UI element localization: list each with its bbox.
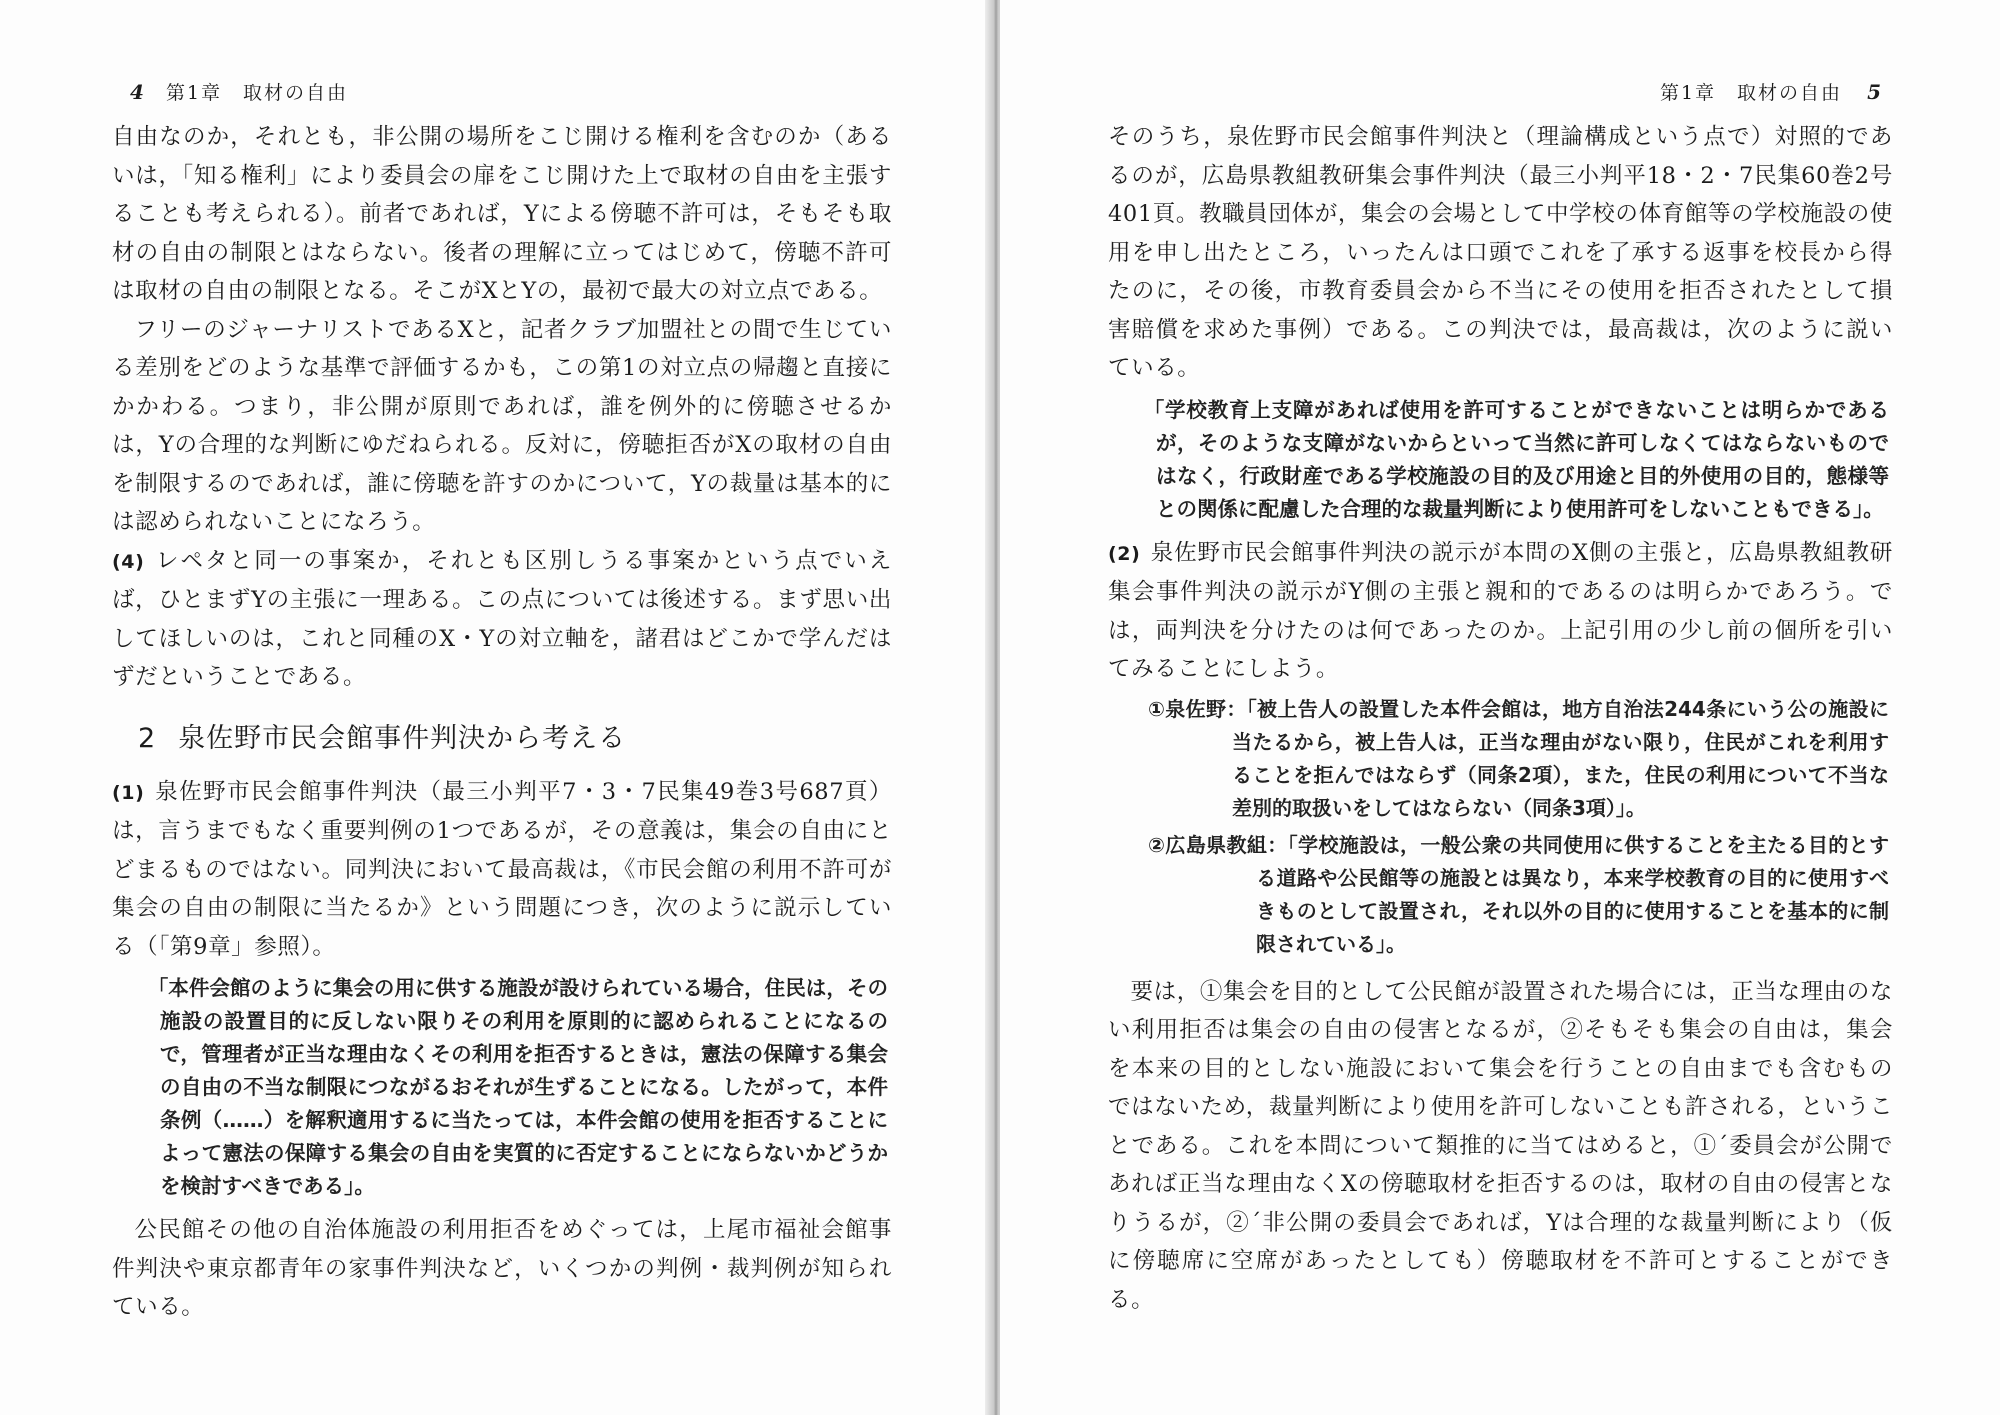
paragraph-text: 泉佐野市民会館事件判決の説示が本問のX側の主張と，広島県教組教研集会事件判決の説示がY側の主張と親和的であるのは明らかであろう。では，両判決を分けたのは何であったのか。上記引用の少し前の個所を引いてみることにしよう。	[1108, 539, 1893, 682]
citation-text: 「学校施設は，一般公衆の共同使用に供することを主たる目的とする道路や公民館等の施設とは異なり，本来学校教育の目的に使用すべきものとして設置され，それ以外の目的に使用することを基本的に制限されている」。	[1256, 832, 1889, 956]
left-page	[0, 0, 992, 1415]
citation-izumisano	[1148, 693, 1889, 825]
page-number-left: 4	[130, 80, 145, 104]
paragraph-text: レペタと同一の事案か，それとも区別しうる事案かという点でいえば，ひとまずYの主張に一理ある。この点については後述する。まず思い出してほしいのは，これと同種のX・Yの対立軸を，諸君はどこかで学んだはずだということである。	[112, 547, 892, 690]
section-heading	[138, 719, 892, 759]
right-page	[1000, 0, 2000, 1415]
citation-hiroshima	[1148, 829, 1889, 961]
paragraph: 公民館その他の自治体施設の利用拒否をめぐっては，上尾市福祉会館事件判決や東京都青年の家事件判決など，いくつかの判例・裁判例が知られている。	[112, 1217, 892, 1320]
right-page-body	[1108, 118, 1893, 1319]
section-title: 泉佐野市民会館事件判決から考える	[178, 722, 627, 754]
section-number: 2	[138, 722, 157, 754]
court-quotation: 「学校教育上支障があれば使用を許可することができないことは明らかであるが，そのような支障がないからといって当然に許可しなくてはならないものではなく，行政財産である学校施設の目的及び用途と目的外使用の目的，態様等との関係に配慮した合理的な裁量判断により使用許可をしないこともできる」。	[1143, 397, 1889, 521]
paragraph-number: (2)	[1108, 542, 1141, 565]
paragraph: 要は，①集会を目的として公民館が設置された場合には，正当な理由のない利用拒否は集会の自由の侵害となるが，②そもそも集会の自由は，集会を本来の目的としない施設において集会を行うことの自由までも含むものではないため，裁量判断により使用を許可しないことも許される，ということである。これを本問について類推的に当てはめると，①´委員会が公開であれば正当な理由なくXの傍聴取材を拒否するのは，取材の自由の侵害となりうるが，②´非公開の委員会であれば，Yは合理的な裁量判断により（仮に傍聴席に空席があったとしても）傍聴取材を不許可とすることができる。	[1108, 978, 1893, 1313]
paragraph: 自由なのか，それとも，非公開の場所をこじ開ける権利を含むのか（あるいは，「知る権利」により委員会の扉をこじ開けた上で取材の自由を主張することも考えられる）。前者であれば，Yによる傍聴不許可は，そもそも取材の自由の制限とはならない。後者の理解に立ってはじめて，傍聴不許可は取材の自由の制限となる。そこがXとYの，最初で最大の対立点である。	[112, 124, 892, 304]
chapter-title-right: 第1章 取材の自由	[1659, 82, 1843, 104]
citation-text: 「被上告人の設置した本件会館は，地方自治法244条にいう公の施設に当たるから，被上告人は，正当な理由がない限り，住民がこれを利用することを拒んではならず（同条2項），また，住民の利用について不当な差別的取扱いをしてはならない（同条3項）」。	[1232, 696, 1890, 820]
citation-label: ②広島県教組：	[1148, 832, 1288, 857]
running-head-left	[130, 78, 348, 105]
paragraph-number: (4)	[112, 550, 145, 573]
numbered-paragraph	[1108, 534, 1893, 689]
numbered-paragraph	[112, 542, 892, 697]
citation-label: ①泉佐野：	[1148, 696, 1247, 721]
paragraph-text: 泉佐野市民会館事件判決（最三小判平7・3・7民集49巻3号687頁）は，言うまでもなく重要判例の1つであるが，その意義は，集会の自由にとどまるものではない。同判決において最高裁は，《市民会館の利用不許可が集会の自由の制限に当たるか》という問題につき，次のように説示している（「第9章」参照）。	[112, 778, 892, 960]
paragraph: そのうち，泉佐野市民会館事件判決と（理論構成という点で）対照的であるのが，広島県教組教研集会事件判決（最三小判平18・2・7民集60巻2号401頁。教職員団体が，集会の会場として中学校の体育館等の学校施設の使用を申し出たところ，いったんは口頭でこれを了承する返事を校長から得たのに，その後，市教育委員会から不当にその使用を拒否されたとして損害賠償を求めた事例）である。この判決では，最高裁は，次のように説いている。	[1108, 124, 1893, 381]
running-head-right	[1660, 78, 1882, 105]
page-number-right: 5	[1867, 80, 1882, 104]
numbered-paragraph	[112, 773, 892, 967]
paragraph-number: (1)	[112, 781, 145, 804]
chapter-title-left: 第1章 取材の自由	[165, 82, 349, 104]
paragraph: フリーのジャーナリストであるXと，記者クラブ加盟社との間で生じている差別をどのような基準で評価するかも，この第1の対立点の帰趨と直接にかかわる。つまり，非公開が原則であれば，誰を例外的に傍聴させるかは，Yの合理的な判断にゆだねられる。反対に，傍聴拒否がXの取材の自由を制限するのであれば，誰に傍聴を許すのかについて，Yの裁量は基本的には認められないことになろう。	[112, 316, 892, 535]
court-quotation: 「本件会館のように集会の用に供する施設が設けられている場合，住民は，その施設の設置目的に反しない限りその利用を原則的に認められることになるので，管理者が正当な理由なくその利用を拒否するときは，憲法の保障する集会の自由の不当な制限につながるおそれが生ずることになる。したがって，本件条例（……）を解釈適用するに当たっては，本件会館の使用を拒否することによって憲法の保障する集会の自由を実質的に否定することにならないかどうかを検討すべきである」。	[147, 976, 888, 1198]
left-page-body	[112, 118, 892, 1327]
